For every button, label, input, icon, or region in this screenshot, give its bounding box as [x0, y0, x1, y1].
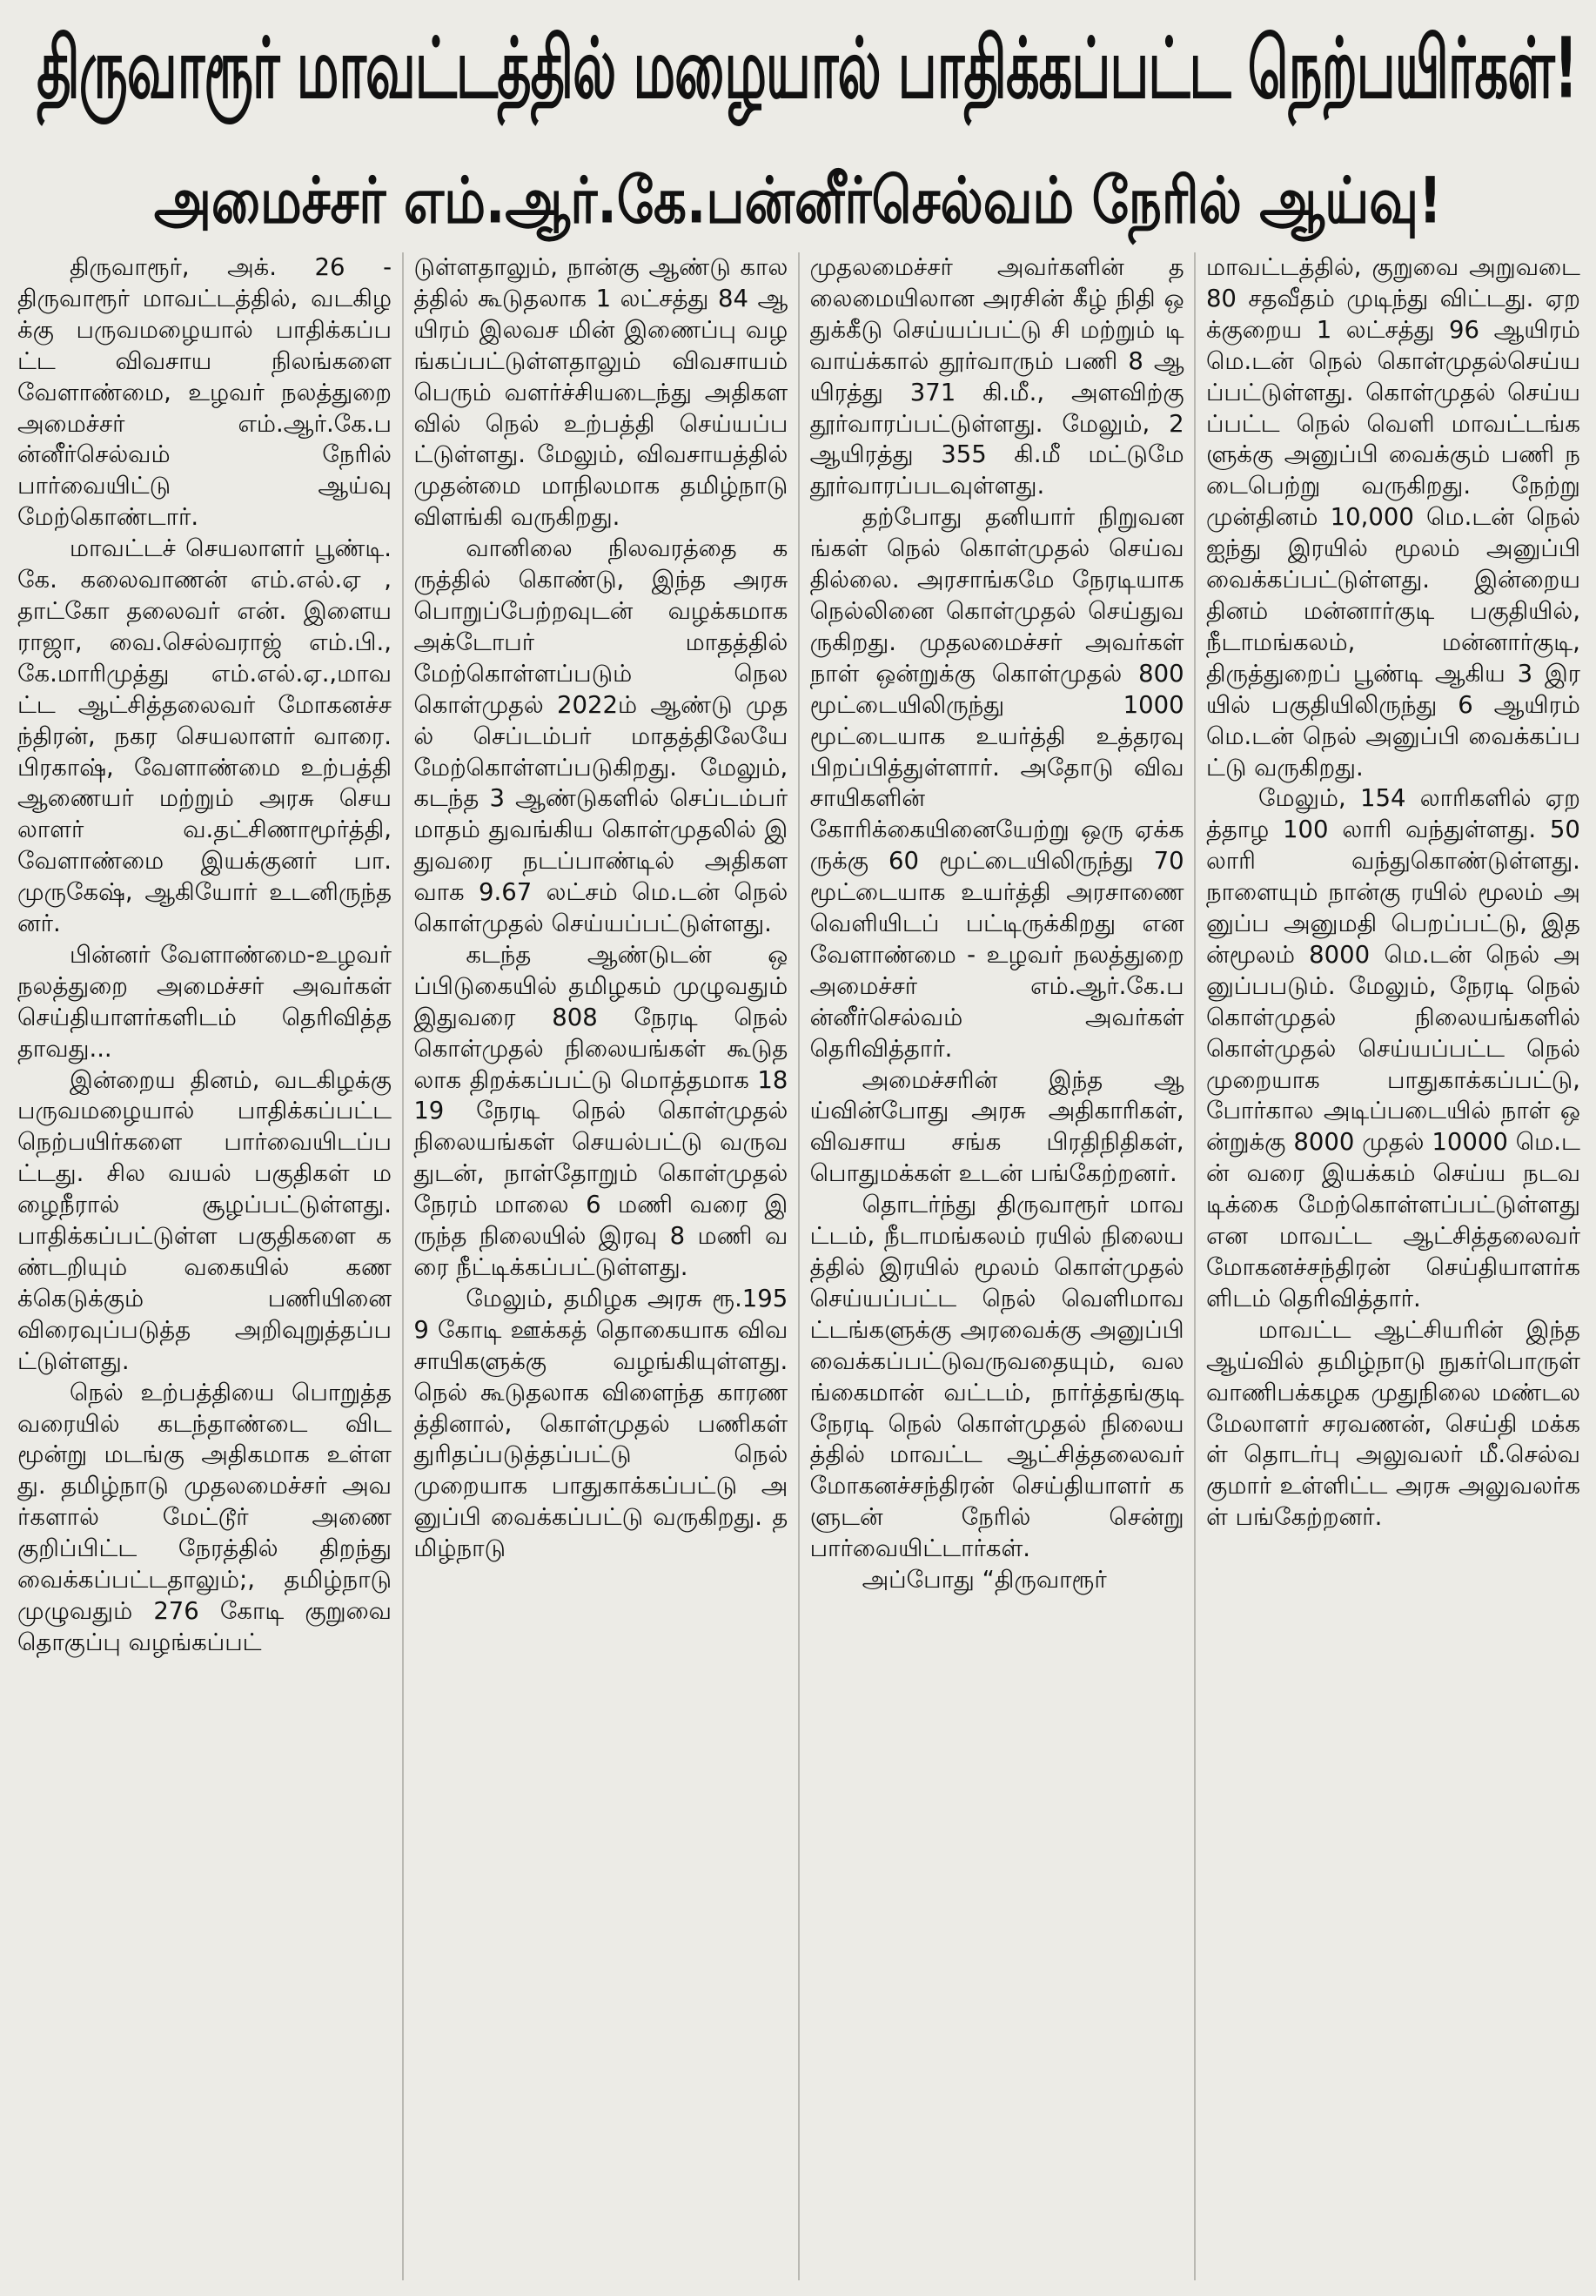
paragraph: முதலமைச்சர் அவர்களின் தலைமையிலான அரசின் கீழ் நிதி ஒதுக்கீடு செய்யப்பட்டு சி மற்றும் டி வாய்க்கால் தூர்வாரும் பணி 8 ஆயிரத்து 371 கி.மீ., அளவிற்கு தூர்வாரப்பட்டுள்ளது. மேலும், 2 ஆயிரத்து 355 கி.மீ மட்டுமே தூர்வாரப்படவுள்ளது. — [809, 253, 1184, 500]
article-columns — [17, 252, 1580, 2280]
paragraph: மேலும், 154 லாரிகளில் ஏறத்தாழ 100 லாரி வந்துள்ளது. 50 லாரி வந்துகொண்டுள்ளது. நாளையும் நான்கு ரயில் மூலம் அனுப்ப அனுமதி பெறப்பட்டு, இதன்மூலம் 8000 மெ.டன் நெல் அனுப்பபடும். மேலும், நேரடி நெல் கொள்முதல் நிலையங்களில் கொள்முதல் செய்யப்பட்ட நெல் முறையாக பாதுகாக்கப்பட்டு, போர்கால அடிப்படையில் நாள் ஒன்றுக்கு 8000 முதல் 10000 மெ.டன் வரை இயக்கம் செய்ய நடவடிக்கை மேற்கொள்ளப்பட்டுள்ளது என மாவட்ட ஆட்சித்தலைவர் மோகனச்சந்திரன் செய்தியாளர்களிடம் தெரிவித்தார். — [1205, 784, 1580, 1312]
paragraph: வானிலை நிலவரத்தை கருத்தில் கொண்டு, இந்த அரசு பொறுப்பேற்றவுடன் வழக்கமாக அக்டோபர் மாதத்தில் மேற்கொள்ளப்படும் நெல கொள்முதல் 2022ம் ஆண்டு முதல் செப்டம்பர் மாதத்திலேயே மேற்கொள்ளப்படுகிறது. மேலும், கடந்த 3 ஆண்டுகளில் செப்டம்பர் மாதம் துவங்கிய கொள்முதலில் இதுவரை நடப்பாண்டில் அதிகளவாக 9.67 லட்சம் மெ.டன் நெல் கொள்முதல் செய்யப்பட்டுள்ளது. — [413, 534, 788, 938]
paragraph: டுள்ளதாலும், நான்கு ஆண்டு காலத்தில் கூடுதலாக 1 லட்சத்து 84 ஆயிரம் இலவச மின் இணைப்பு வழங்கப்பட்டுள்ளதாலும் விவசாயம் பெரும் வளர்ச்சியடைந்து அதிகளவில் நெல் உற்பத்தி செய்யப்பட்டுள்ளது. மேலும், விவசாயத்தில் முதன்மை மாநிலமாக தமிழ்நாடு விளங்கி வருகிறது. — [413, 253, 788, 532]
paragraph: அமைச்சரின் இந்த ஆய்வின்போது அரசு அதிகாரிகள், விவசாய சங்க பிரதிநிதிகள், பொதுமக்கள் உடன் பங்கேற்றனர். — [809, 1065, 1184, 1188]
paragraph: நெல் உற்பத்தியை பொறுத்த வரையில் கடந்தாண்டை விட மூன்று மடங்கு அதிகமாக உள்ளது. தமிழ்நாடு முதலமைச்சர் அவர்களால் மேட்டூர் அணை குறிப்பிட்ட நேரத்தில் திறந்து வைக்கப்பட்டதாலும்;, தமிழ்நாடு முழுவதும் 276 கோடி குறுவை தொகுப்பு வழங்கப்பட் — [17, 1378, 392, 1656]
paragraph: மாவட்ட ஆட்சியரின் இந்த ஆய்வில் தமிழ்நாடு நுகர்பொருள் வாணிபக்கழக முதுநிலை மண்டல மேலாளர் சரவணன், செய்தி மக்கள் தொடர்பு அலுவலர் மீ.செல்வகுமார் உள்ளிட்ட அரசு அலுவலர்கள் பங்கேற்றனர். — [1205, 1315, 1580, 1532]
paragraph: இன்றைய தினம், வடகிழக்கு பருவமழையால் பாதிக்கப்பட்ட நெற்பயிர்களை பார்வையிடப்பட்டது. சில வயல் பகுதிகள் மழைநீரால் சூழப்பட்டுள்ளது. பாதிக்கப்பட்டுள்ள பகுதிகளை கண்டறியும் வகையில் கணக்கெடுக்கும் பணியினை விரைவுப்படுத்த அறிவுறுத்தப்பட்டுள்ளது. — [17, 1065, 392, 1375]
paragraph: அப்போது “திருவாரூர் — [862, 1566, 1107, 1594]
paragraph: கடந்த ஆண்டுடன் ஒப்பிடுகையில் தமிழகம் முழுவதும் இதுவரை 808 நேரடி நெல் கொள்முதல் நிலையங்கள் கூடுதலாக திறக்கப்பட்டு மொத்தமாக 1819 நேரடி நெல் கொள்முதல் நிலையங்கள் செயல்பட்டு வருவதுடன், நாள்தோறும் கொள்முதல் நேரம் மாலை 6 மணி வரை இருந்த நிலையில் இரவு 8 மணி வரை நீட்டிக்கப்பட்டுள்ளது. — [413, 940, 788, 1281]
paragraph: மாவட்டச் செயலாளர் பூண்டி.கே. கலைவாணன் எம்.எல்.ஏ , தாட்கோ தலைவர் என். இளையராஜா, வை.செல்வராஜ் எம்.பி., கே.மாரிமுத்து எம்.எல்.ஏ.,மாவட்ட ஆட்சித்தலைவர் மோகனச்சந்திரன், நகர செயலாளர் வாரை. பிரகாஷ், வேளாண்மை உற்பத்தி ஆணையர் மற்றும் அரசு செயலாளர் வ.தட்சிணாமூர்த்தி, வேளாண்மை இயக்குனர் பா.முருகேஷ், ஆகியோர் உடனிருந்தனர். — [17, 534, 392, 938]
paragraph: தற்போது தனியார் நிறுவனங்கள் நெல் கொள்முதல் செய்வதில்லை. அரசாங்கமே நேரடியாக நெல்லினை கொள்முதல் செய்துவருகிறது. முதலமைச்சர் அவர்கள் நாள் ஒன்றுக்கு கொள்முதல் 800 மூட்டையிலிருந்து 1000 மூட்டையாக உயர்த்தி உத்தரவு பிறப்பித்துள்ளார். அதோடு விவசாயிகளின் கோரிக்கையினையேற்று ஒரு ஏக்கருக்கு 60 மூட்டையிலிருந்து 70 மூட்டையாக உயர்த்தி அரசாணை வெளியிடப் பட்டிருக்கிறது என வேளாண்மை - உழவர் நலத்துறை அமைச்சர் எம்.ஆர்.கே.பன்னீர்செல்வம் அவர்கள் தெரிவித்தார். — [809, 503, 1184, 1063]
paragraph: பின்னர் வேளாண்மை-உழவர் நலத்துறை அமைச்சர் அவர்கள் செய்தியாளர்களிடம் தெரிவித்ததாவது... — [17, 940, 392, 1063]
paragraph: தொடர்ந்து திருவாரூர் மாவட்டம், நீடாமங்கலம் ரயில் நிலையத்தில் இரயில் மூலம் கொள்முதல் செய்யப்பட்ட நெல் வெளிமாவட்டங்களுக்கு அரவைக்கு அனுப்பி வைக்கப்பட்டுவருவதையும், வலங்கைமான் வட்டம், நார்த்தங்குடி நேரடி நெல் கொள்முதல் நிலையத்தில் மாவட்ட ஆட்சித்தலைவர் மோகனச்சந்திரன் செய்தியாளர் களுடன் நேரில் சென்று பார்வையிட்டார்கள். — [809, 1191, 1184, 1563]
article-column-3 — [810, 252, 1184, 2280]
paragraph: மாவட்டத்தில், குறுவை அறுவடை 80 சதவீதம் முடிந்து விட்டது. ஏறக்குறைய 1 லட்சத்து 96 ஆயிரம் மெ.டன் நெல் கொள்முதல்செய்யப்பட்டுள்ளது. கொள்முதல் செய்யப்பட்ட நெல் வெளி மாவட்டங்களுக்கு அனுப்பி வைக்கும் பணி நடைபெற்று வருகிறது. நேற்று முன்தினம் 10,000 மெ.டன் நெல் ஐந்து இரயில் மூலம் அனுப்பி வைக்கப்பட்டுள்ளது. இன்றைய தினம் மன்னார்குடி பகுதியில், நீடாமங்கலம், மன்னார்குடி, திருத்துறைப் பூண்டி ஆகிய 3 இரயில் பகுதியிலிருந்து 6 ஆயிரம் மெ.டன் நெல் அனுப்பி வைக்கப்பட்டு வருகிறது. — [1205, 253, 1580, 782]
column-divider — [402, 252, 404, 2280]
article-column-4 — [1206, 252, 1580, 2280]
subheadline: அமைச்சர் எம்.ஆர்.கே.பன்னீர்செல்வம் நேரில் ஆய்வு! — [153, 163, 1443, 238]
paragraph: திருவாரூர், அக். 26 - திருவாரூர் மாவட்டத்தில், வடகிழக்கு பருவமழையால் பாதிக்கப்பட்ட விவசாய நிலங்களை வேளாண்மை, உழவர் நலத்துறை அமைச்சர் எம்.ஆர்.கே.பன்னீர்செல்வம் நேரில் பார்வையிட்டு ஆய்வு மேற்கொண்டார். — [17, 253, 392, 532]
article-column-1 — [17, 252, 392, 2280]
paragraph: மேலும், தமிழக அரசு ரூ.1959 கோடி ஊக்கத் தொகையாக விவசாயிகளுக்கு வழங்கியுள்ளது. நெல் கூடுதலாக விளைந்த காரணத்தினால், கொள்முதல் பணிகள் துரிதப்படுத்தப்பட்டு நெல் முறையாக பாதுகாக்கப்பட்டு அனுப்பி வைக்கப்பட்டு வருகிறது. தமிழ்நாடு — [413, 1284, 788, 1563]
column-divider — [798, 252, 800, 2280]
article-column-2 — [413, 252, 788, 2280]
column-divider — [1194, 252, 1196, 2280]
headline: திருவாரூர் மாவட்டத்தில் மழையால் பாதிக்கப்பட்ட நெற்பயிர்கள்! — [37, 18, 1578, 117]
